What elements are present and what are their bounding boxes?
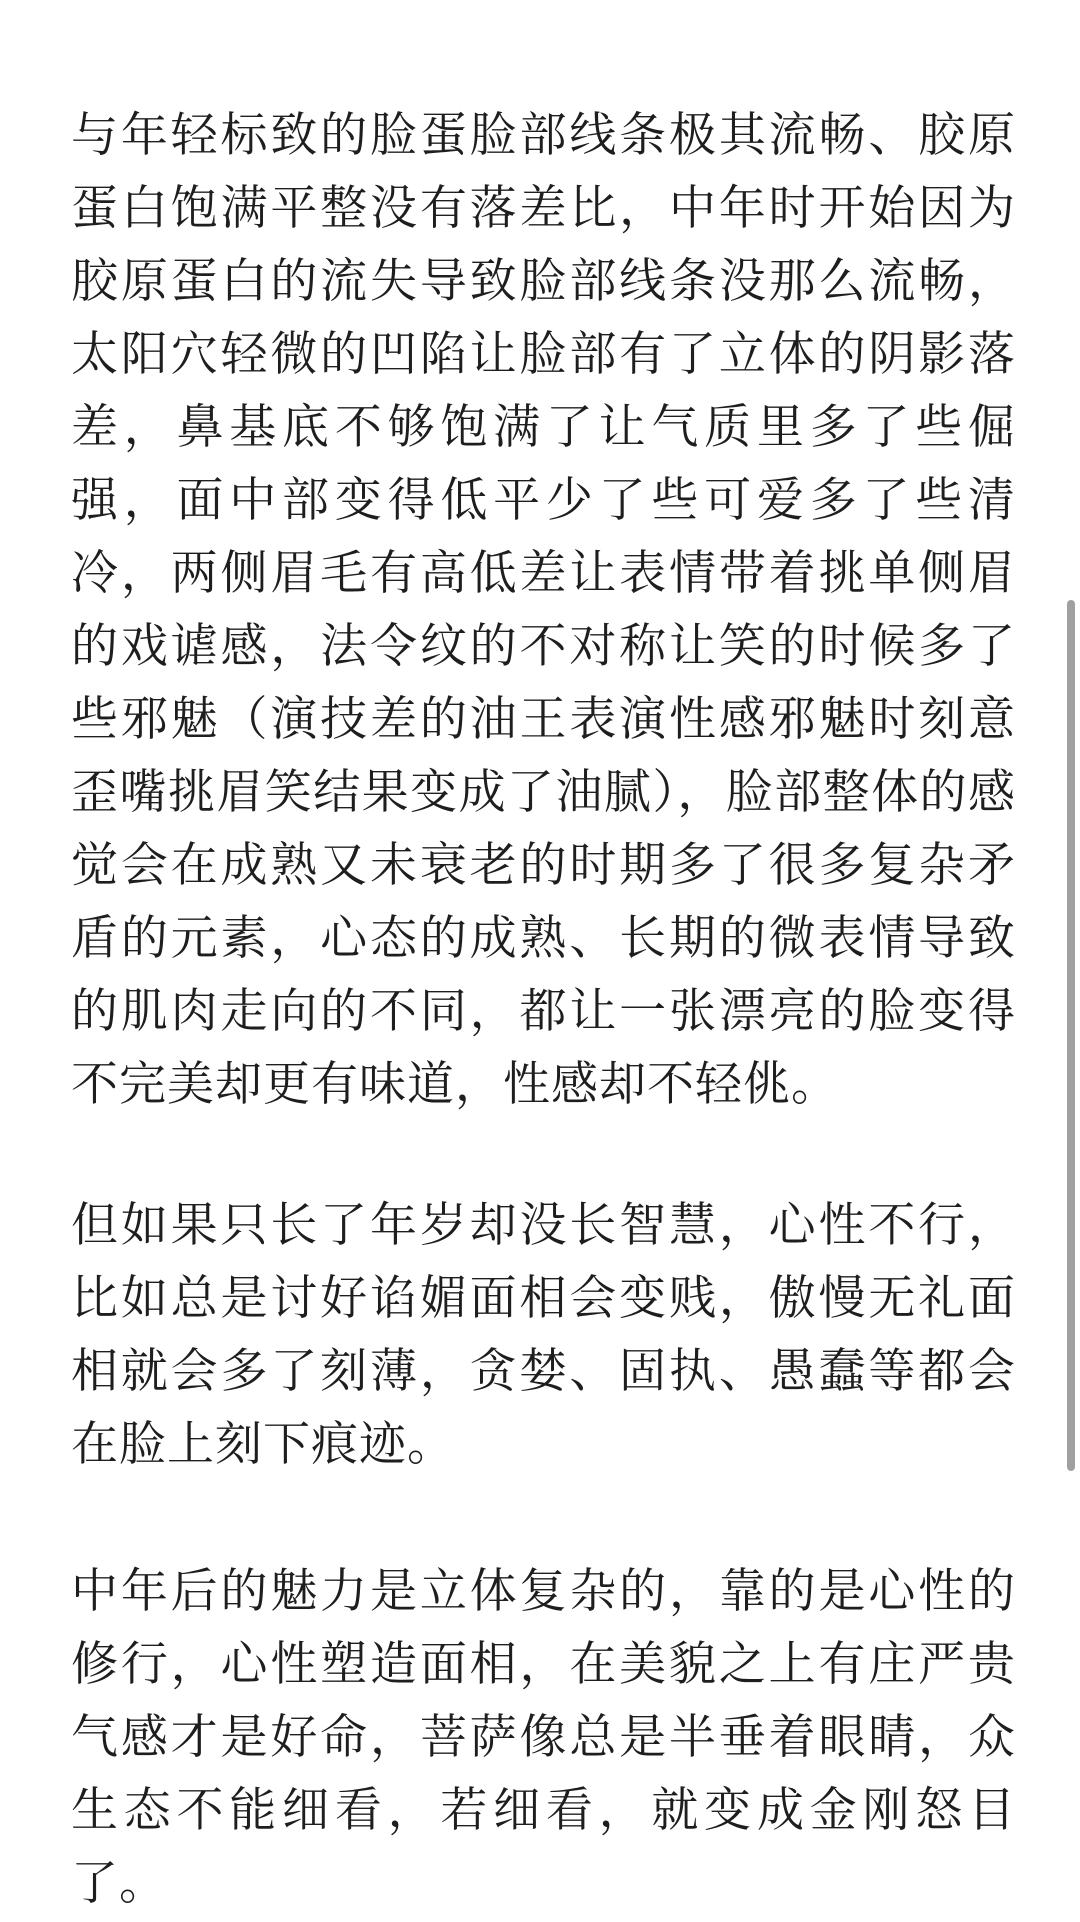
vertical-scrollbar-thumb[interactable] bbox=[1067, 600, 1075, 1471]
clipped-previous-line bbox=[71, 0, 1016, 25]
paragraph-facial-lines: 与年轻标致的脸蛋脸部线条极其流畅、胶原蛋白饱满平整没有落差比，中年时开始因为胶原蛋白的流失导致脸部线条没那么流畅，太阳穴轻微的凹陷让脸部有了立体的阴影落差，鼻基底不够饱满了让气质里多了些倔强，面中部变得低平少了些可爱多了些清冷，两侧眉毛有高低差让表情带着挑单侧眉的戏谑感，法令纹的不对称让笑的时候多了些邪魅（演技差的油王表演性感邪魅时刻意歪嘴挑眉笑结果变成了油腻），脸部整体的感觉会在成熟又未衰老的时期多了很多复杂矛盾的元素，心态的成熟、长期的微表情导致的肌肉走向的不同，都让一张漂亮的脸变得不完美却更有味道，性感却不轻佻。 bbox=[71, 108, 1016, 1112]
paragraph-middle-age-charm: 中年后的魅力是立体复杂的，靠的是心性的修行，心性塑造面相，在美貌之上有庄严贵气感才是好命，菩萨像总是半垂着眼睛，众生态不能细看，若细看，就变成金刚怒目了。 bbox=[71, 1564, 1016, 1911]
paragraph-character-traces: 但如果只长了年岁却没长智慧，心性不行，比如总是讨好谄媚面相会变贱，傲慢无礼面相就会多了刻薄，贪婪、固执、愚蠢等都会在脸上刻下痕迹。 bbox=[71, 1198, 1016, 1472]
